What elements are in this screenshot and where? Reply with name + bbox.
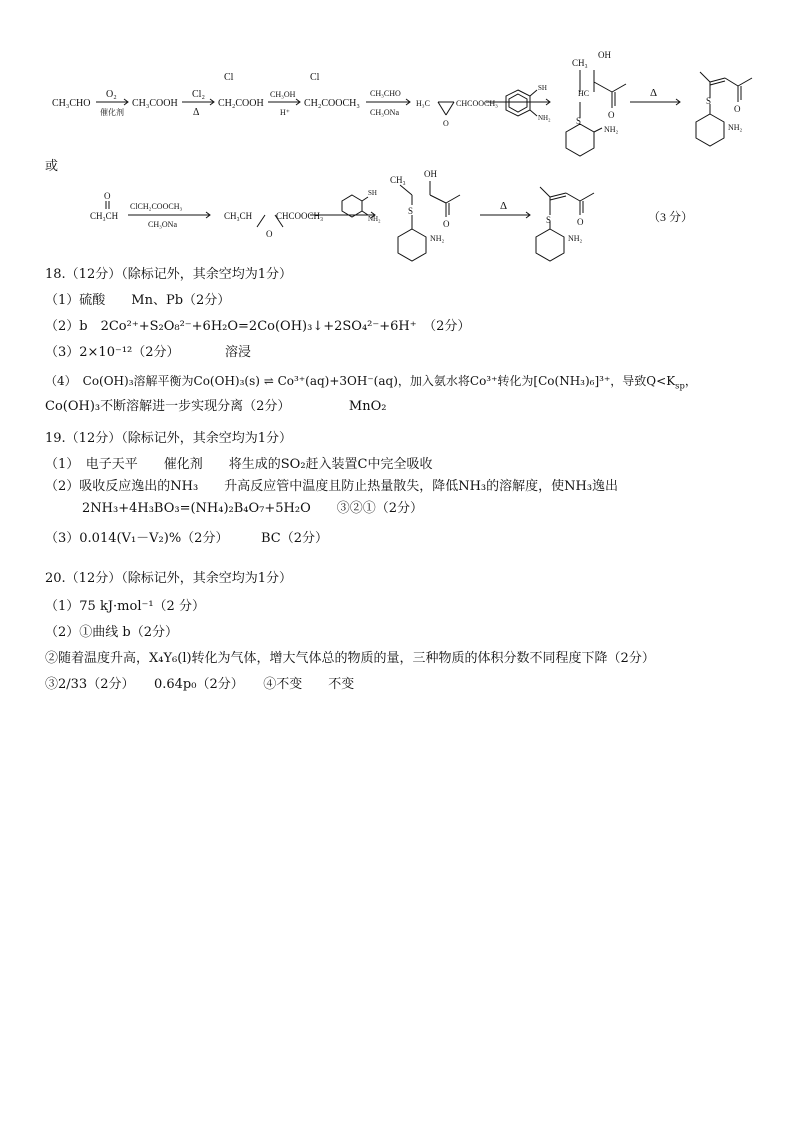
s1-r3-bottom: H⁺ [280,108,290,117]
q18-answer-3: （3）2×10⁻¹²（2分） 溶浸 [45,345,252,360]
s1-p2-cl: Cl [224,72,234,83]
s1-r6: Δ [650,87,658,99]
s2-start: CH₃CH [90,211,119,221]
s1-p6-s: S [706,96,712,106]
s2-start-o: O [104,191,111,201]
s2-r3: Δ [500,200,508,212]
q19-answer-1: （1） 电子天平 催化剂 将生成的SO₂赶入装置C中完全吸收 [45,457,433,472]
q18-answer-4-line1 [45,372,697,394]
s1-p5-ch3: CH₃ [572,58,588,68]
q18-answer-4-line2: Co(OH)₃不断溶解进一步实现分离（2分） MnO₂ [45,399,387,414]
s1-p3: CH₂COOCH₃ [304,98,360,109]
s1-p6-nh2: NH₂ [728,123,743,132]
q18-ksp-sub: sp [675,380,685,391]
s2-p1-o: O [266,229,273,239]
q20-answer-4: ③2/33（2分） 0.64p₀（2分） ④不变 不变 [45,677,355,692]
s2-p3-nh2: NH₂ [568,234,583,243]
s1-reagent-nh2: NH₂ [538,114,551,122]
s1-p5-s: S [576,116,582,126]
s2-score: （3 分） [648,210,694,224]
s2-p2-nh2: NH₂ [430,234,445,243]
s1-r1-bottom: 催化剂 [100,108,124,117]
synthesis-scheme-2 [0,165,800,265]
s2-r1-bottom: CH₃ONa [148,220,178,229]
s1-r3-top: CH₃OH [270,90,296,99]
s2-reagent-sh: SH [368,189,377,197]
q18-answer-4-end: ， [684,374,697,388]
q20-answer-1: （1）75 kJ·mol⁻¹（2 分） [45,599,205,614]
q19-answer-2: （2）吸收反应逸出的NH₃ 升高反应管中温度且防止热量散失，降低NH₃的溶解度，使NH₃逸出 [45,479,619,494]
q18-answer-4-text: （4） Co(OH)₃溶解平衡为Co(OH)₃(s) ⇌ Co³⁺(aq)+3OH⁻(aq)，加入氨水将Co³⁺转化为[Co(NH₃)₆]³⁺，导致Q<K [45,374,676,388]
s1-r2-top: Cl₂ [192,89,205,100]
q18-answer-1: （1）硫酸 Mn、Pb（2分） [45,293,231,308]
s1-p5-oh: OH [598,50,611,60]
s2-p3-o: O [577,217,584,227]
s1-r1-top: O₂ [106,89,117,100]
s1-start: CH₃CHO [52,98,91,109]
s2-p2-s: S [408,206,414,216]
or-label: 或 [45,159,59,174]
s2-r1-top: ClCH₂COOCH₃ [130,202,183,211]
s2-p1-left: CH₃CH [224,211,253,221]
s2-p2-o: O [443,219,450,229]
s2-p2-oh: OH [424,169,437,179]
s2-p3-s: S [546,215,552,225]
synthesis-scheme-1 [0,40,800,160]
q18-title: 18.（12分）（除标记外，其余空均为1分） [45,267,292,282]
s2-reagent-nh2: NH₂ [368,215,381,223]
s1-r4-top: CH₃CHO [370,89,401,98]
s1-p5-nh2: NH₂ [604,125,619,134]
q18-answer-2: （2）b 2Co²⁺+S₂O₈²⁻+6H₂O=2Co(OH)₃↓+2SO₄²⁻+6H⁺ （2分） [45,319,471,334]
s1-p1: CH₃COOH [132,98,178,109]
q19-title: 19.（12分）（除标记外，其余空均为1分） [45,431,292,446]
s2-p2-ch3: CH₃ [390,175,406,185]
q20-answer-3: ②随着温度升高，X₄Y₆(l)转化为气体，增大气体总的物质的量，三种物质的体积分数不同程度下降（2分） [45,651,655,666]
s1-p5-hc: HC [578,89,590,98]
s1-p4-right: CHCOOCH₃ [456,99,498,108]
s1-p4-o: O [443,119,449,128]
q19-answer-3: （3）0.014(V₁－V₂)%（2分） BC（2分） [45,531,328,546]
s1-p3-cl: Cl [310,72,320,83]
s1-p2: CH₂COOH [218,98,264,109]
s1-p5-o: O [608,110,615,120]
q20-title: 20.（12分）（除标记外，其余空均为1分） [45,571,292,586]
s1-reagent-sh: SH [538,84,547,92]
s1-p4-left: H₃C [416,99,430,108]
s1-r4-bottom: CH₃ONa [370,108,400,117]
s1-r2-bottom: Δ [193,107,200,118]
q19-answer-2b: 2NH₃+4H₃BO₃=(NH₄)₂B₄O₇+5H₂O ③②①（2分） [82,501,424,516]
s2-p1-right: CHCOOCH₃ [276,211,324,221]
s1-p6-o: O [734,104,741,114]
q20-answer-2: （2）①曲线 b（2分） [45,625,178,640]
